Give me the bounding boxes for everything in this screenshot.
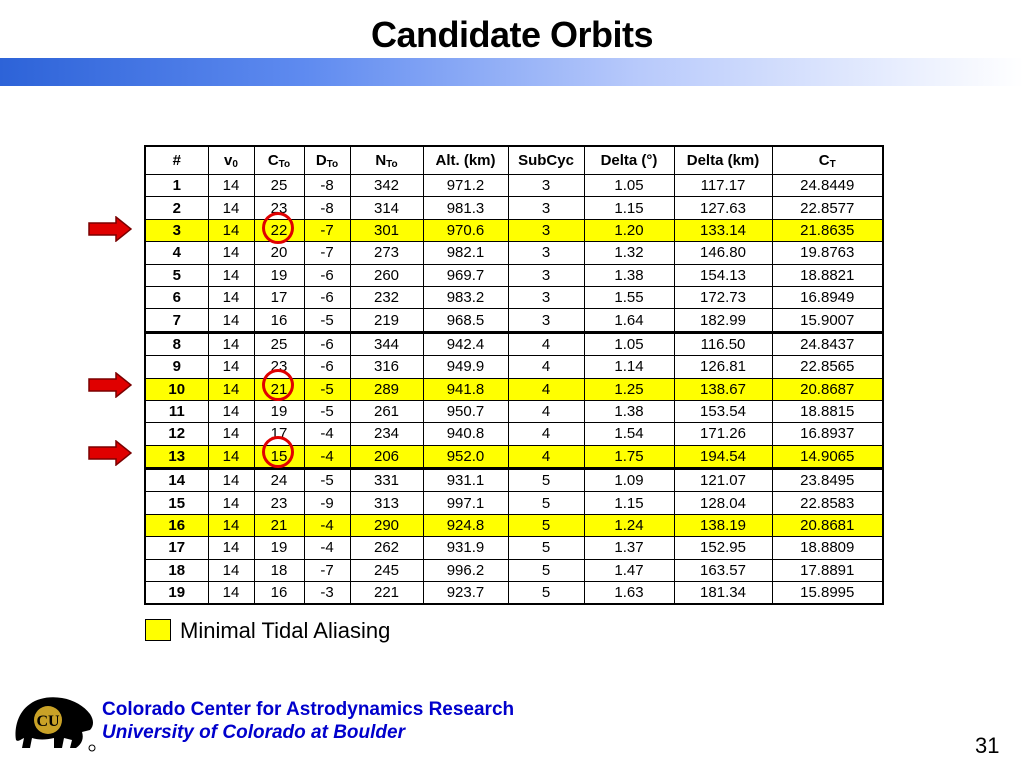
table-cell: 172.73: [674, 286, 772, 308]
table-cell: 997.1: [423, 492, 508, 514]
table-cell: -4: [304, 423, 350, 445]
table-cell: 950.7: [423, 400, 508, 422]
table-cell: 5: [508, 559, 584, 581]
table-cell: 18.8815: [772, 400, 883, 422]
table-row: [145, 514, 883, 536]
table-cell: 25: [254, 175, 304, 197]
table-cell: 154.13: [674, 264, 772, 286]
table-row: [145, 469, 883, 492]
table-cell: 19: [254, 264, 304, 286]
table-cell: -5: [304, 469, 350, 492]
table-cell: 3: [508, 286, 584, 308]
university-name: University of Colorado at Boulder: [102, 722, 405, 743]
table-cell: -6: [304, 332, 350, 355]
table-cell: 206: [350, 445, 423, 468]
red-circle-marker: [262, 212, 294, 244]
table-cell: -6: [304, 264, 350, 286]
table-cell: 290: [350, 514, 423, 536]
column-header: Delta (km): [674, 146, 772, 175]
row-id-cell: 3: [145, 219, 208, 241]
table-cell: 138.67: [674, 378, 772, 400]
table-cell: 924.8: [423, 514, 508, 536]
table-cell: 22.8583: [772, 492, 883, 514]
table-cell: 1.15: [584, 197, 674, 219]
table-cell: 24.8437: [772, 332, 883, 355]
table-cell: 18.8821: [772, 264, 883, 286]
row-id-cell: 17: [145, 537, 208, 559]
table-cell: 301: [350, 219, 423, 241]
table-cell: 20: [254, 242, 304, 264]
table-cell: 273: [350, 242, 423, 264]
table-cell: -7: [304, 559, 350, 581]
table-cell: 1.37: [584, 537, 674, 559]
row-id-cell: 19: [145, 582, 208, 605]
table-cell: 14: [208, 400, 254, 422]
table-cell: -4: [304, 445, 350, 468]
row-id-cell: 9: [145, 356, 208, 378]
table-cell: 116.50: [674, 332, 772, 355]
table-cell: -7: [304, 219, 350, 241]
table-cell: 14: [208, 332, 254, 355]
table-cell: -8: [304, 197, 350, 219]
table-cell: 1.64: [584, 309, 674, 332]
table-cell: 949.9: [423, 356, 508, 378]
table-cell: 21: [254, 514, 304, 536]
row-id-cell: 7: [145, 309, 208, 332]
table-cell: 22.8577: [772, 197, 883, 219]
row-id-cell: 11: [145, 400, 208, 422]
table-cell: 22: [254, 219, 304, 241]
table-row: [145, 400, 883, 422]
table-cell: -6: [304, 356, 350, 378]
table-cell: 14: [208, 197, 254, 219]
table-cell: 14: [208, 537, 254, 559]
table-cell: 23: [254, 492, 304, 514]
column-header: Delta (°): [584, 146, 674, 175]
table-cell: 1.55: [584, 286, 674, 308]
table-cell: 163.57: [674, 559, 772, 581]
table-cell: 313: [350, 492, 423, 514]
table-row: [145, 286, 883, 308]
table-cell: 127.63: [674, 197, 772, 219]
table-cell: 16.8937: [772, 423, 883, 445]
table-cell: 19: [254, 537, 304, 559]
table-cell: 1.14: [584, 356, 674, 378]
table-cell: 232: [350, 286, 423, 308]
table-cell: 969.7: [423, 264, 508, 286]
table-cell: 3: [508, 309, 584, 332]
red-circle-marker: [262, 436, 294, 468]
table-cell: 171.26: [674, 423, 772, 445]
table-cell: 23: [254, 356, 304, 378]
table-cell: 16.8949: [772, 286, 883, 308]
table-cell: -6: [304, 286, 350, 308]
table-cell: 219: [350, 309, 423, 332]
table-cell: 14: [208, 264, 254, 286]
table-cell: 3: [508, 175, 584, 197]
table-cell: 3: [508, 219, 584, 241]
table-cell: 16: [254, 582, 304, 605]
table-cell: 17.8891: [772, 559, 883, 581]
table-cell: 126.81: [674, 356, 772, 378]
table-cell: 15.8995: [772, 582, 883, 605]
table-cell: 121.07: [674, 469, 772, 492]
table-cell: 234: [350, 423, 423, 445]
table-cell: 194.54: [674, 445, 772, 468]
table-cell: -4: [304, 514, 350, 536]
table-cell: 22.8565: [772, 356, 883, 378]
table-row: [145, 445, 883, 468]
table-cell: 941.8: [423, 378, 508, 400]
table-cell: 21: [254, 378, 304, 400]
row-id-cell: 2: [145, 197, 208, 219]
table-cell: 968.5: [423, 309, 508, 332]
table-cell: 14: [208, 582, 254, 605]
table-cell: 1.47: [584, 559, 674, 581]
table-cell: 952.0: [423, 445, 508, 468]
table-cell: -4: [304, 537, 350, 559]
table-cell: -5: [304, 309, 350, 332]
orbits-table-container: [144, 145, 884, 605]
table-cell: 3: [508, 197, 584, 219]
table-cell: -5: [304, 400, 350, 422]
table-cell: 19.8763: [772, 242, 883, 264]
table-row: [145, 559, 883, 581]
table-row: [145, 378, 883, 400]
table-cell: 14: [208, 423, 254, 445]
table-cell: 940.8: [423, 423, 508, 445]
table-cell: 1.75: [584, 445, 674, 468]
table-cell: 971.2: [423, 175, 508, 197]
table-cell: 5: [508, 469, 584, 492]
table-cell: 221: [350, 582, 423, 605]
table-cell: 931.9: [423, 537, 508, 559]
table-cell: 133.14: [674, 219, 772, 241]
column-header: $C_{To}$: [254, 146, 304, 175]
table-cell: 5: [508, 492, 584, 514]
table-row: [145, 537, 883, 559]
table-row: [145, 309, 883, 332]
table-cell: 1.05: [584, 332, 674, 355]
table-cell: 14: [208, 559, 254, 581]
column-header: #: [145, 146, 208, 175]
table-cell: 24.8449: [772, 175, 883, 197]
table-cell: 344: [350, 332, 423, 355]
table-cell: 128.04: [674, 492, 772, 514]
row-id-cell: 10: [145, 378, 208, 400]
table-cell: 982.1: [423, 242, 508, 264]
row-id-cell: 6: [145, 286, 208, 308]
table-cell: 4: [508, 356, 584, 378]
table-cell: 25: [254, 332, 304, 355]
table-cell: 138.19: [674, 514, 772, 536]
table-cell: 4: [508, 332, 584, 355]
table-cell: 181.34: [674, 582, 772, 605]
table-cell: 16: [254, 309, 304, 332]
red-circle-marker: [262, 369, 294, 401]
svg-text:CU: CU: [36, 713, 60, 730]
table-row: [145, 242, 883, 264]
table-cell: 245: [350, 559, 423, 581]
row-id-cell: 8: [145, 332, 208, 355]
table-row: [145, 332, 883, 355]
table-cell: 260: [350, 264, 423, 286]
table-row: [145, 582, 883, 605]
table-cell: 3: [508, 242, 584, 264]
table-cell: 14: [208, 378, 254, 400]
table-cell: -7: [304, 242, 350, 264]
slide-title: Candidate Orbits: [370, 14, 654, 55]
table-cell: 20.8687: [772, 378, 883, 400]
row-id-cell: 15: [145, 492, 208, 514]
row-id-cell: 18: [145, 559, 208, 581]
table-cell: 20.8681: [772, 514, 883, 536]
table-cell: 14: [208, 514, 254, 536]
row-id-cell: 16: [145, 514, 208, 536]
table-cell: 17: [254, 423, 304, 445]
table-cell: 153.54: [674, 400, 772, 422]
table-cell: 15.9007: [772, 309, 883, 332]
table-cell: 14: [208, 175, 254, 197]
table-cell: 1.38: [584, 264, 674, 286]
table-cell: 4: [508, 423, 584, 445]
table-cell: 4: [508, 445, 584, 468]
table-cell: 182.99: [674, 309, 772, 332]
table-cell: 14: [208, 242, 254, 264]
table-cell: 14: [208, 469, 254, 492]
table-cell: 5: [508, 582, 584, 605]
table-cell: 1.38: [584, 400, 674, 422]
table-cell: 5: [508, 537, 584, 559]
table-cell: -8: [304, 175, 350, 197]
table-cell: 1.09: [584, 469, 674, 492]
row-id-cell: 5: [145, 264, 208, 286]
column-header: SubCyc: [508, 146, 584, 175]
row-id-cell: 4: [145, 242, 208, 264]
row-id-cell: 14: [145, 469, 208, 492]
table-cell: -5: [304, 378, 350, 400]
legend-swatch: [145, 619, 171, 641]
title-gradient-bar: [0, 58, 1024, 86]
table-row: [145, 492, 883, 514]
table-cell: 15: [254, 445, 304, 468]
table-row: [145, 219, 883, 241]
table-cell: 3: [508, 264, 584, 286]
column-header: $N_{To}$: [350, 146, 423, 175]
table-cell: 1.20: [584, 219, 674, 241]
table-cell: 981.3: [423, 197, 508, 219]
table-cell: 117.17: [674, 175, 772, 197]
red-arrow-icon: [88, 440, 132, 466]
table-body: [145, 175, 883, 605]
table-cell: 24: [254, 469, 304, 492]
table-cell: 18.8809: [772, 537, 883, 559]
table-cell: -3: [304, 582, 350, 605]
table-cell: 5: [508, 514, 584, 536]
cu-buffalo-logo: [12, 690, 96, 754]
table-cell: 19: [254, 400, 304, 422]
table-cell: 316: [350, 356, 423, 378]
table-cell: 996.2: [423, 559, 508, 581]
red-arrow-icon: [88, 216, 132, 242]
table-row: [145, 264, 883, 286]
table-cell: 289: [350, 378, 423, 400]
legend-label: Minimal Tidal Aliasing: [180, 618, 391, 643]
table-cell: 14: [208, 356, 254, 378]
table-cell: 314: [350, 197, 423, 219]
table-cell: 14: [208, 219, 254, 241]
table-header-row: [145, 146, 883, 175]
table-cell: 146.80: [674, 242, 772, 264]
table-cell: 1.32: [584, 242, 674, 264]
table-cell: -9: [304, 492, 350, 514]
table-cell: 1.63: [584, 582, 674, 605]
table-cell: 14.9065: [772, 445, 883, 468]
table-cell: 1.05: [584, 175, 674, 197]
table-cell: 4: [508, 400, 584, 422]
table-row: [145, 423, 883, 445]
table-cell: 1.15: [584, 492, 674, 514]
table-cell: 1.25: [584, 378, 674, 400]
table-cell: 942.4: [423, 332, 508, 355]
table-cell: 1.24: [584, 514, 674, 536]
page-number: 31: [975, 733, 1000, 758]
row-id-cell: 13: [145, 445, 208, 468]
organization-name: Colorado Center for Astrodynamics Research: [102, 699, 515, 720]
table-cell: 923.7: [423, 582, 508, 605]
table-cell: 342: [350, 175, 423, 197]
table-cell: 261: [350, 400, 423, 422]
table-cell: 152.95: [674, 537, 772, 559]
table-cell: 931.1: [423, 469, 508, 492]
table-cell: 262: [350, 537, 423, 559]
table-cell: 21.8635: [772, 219, 883, 241]
table-cell: 14: [208, 492, 254, 514]
table-cell: 983.2: [423, 286, 508, 308]
table-cell: 331: [350, 469, 423, 492]
table-cell: 1.54: [584, 423, 674, 445]
row-id-cell: 12: [145, 423, 208, 445]
table-row: [145, 197, 883, 219]
table-cell: 14: [208, 286, 254, 308]
table-cell: 18: [254, 559, 304, 581]
column-header: $D_{To}$: [304, 146, 350, 175]
table-cell: 970.6: [423, 219, 508, 241]
candidate-orbits-table: [144, 145, 884, 605]
table-cell: 17: [254, 286, 304, 308]
table-cell: 14: [208, 445, 254, 468]
column-header: Alt. (km): [423, 146, 508, 175]
table-row: [145, 175, 883, 197]
row-id-cell: 1: [145, 175, 208, 197]
table-row: [145, 356, 883, 378]
table-cell: 14: [208, 309, 254, 332]
table-cell: 4: [508, 378, 584, 400]
red-arrow-icon: [88, 372, 132, 398]
table-cell: 23: [254, 197, 304, 219]
column-header: $C_T$: [772, 146, 883, 175]
table-cell: 23.8495: [772, 469, 883, 492]
column-header: $v_0$: [208, 146, 254, 175]
